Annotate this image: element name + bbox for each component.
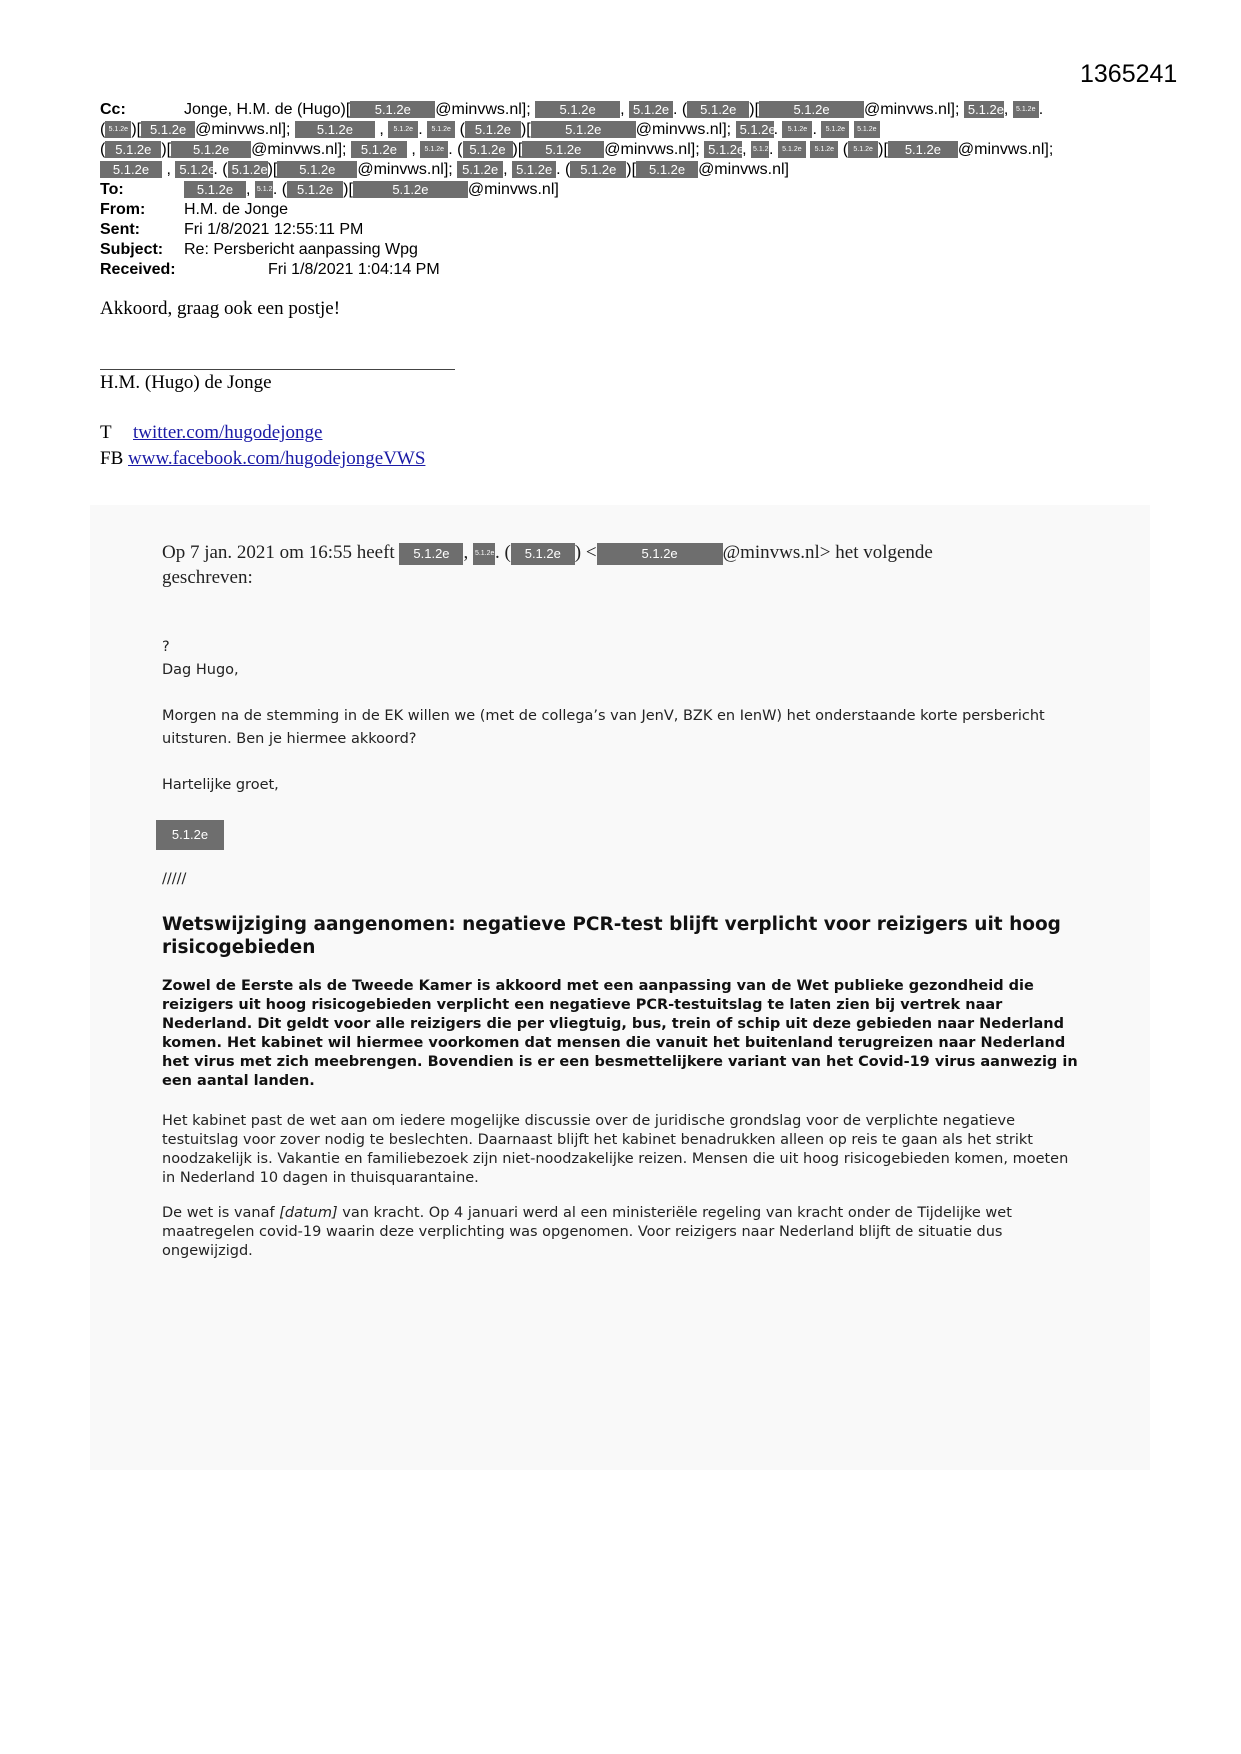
twitter-prefix: T [100,422,112,443]
redaction-box: 5.1.2e [295,121,375,138]
quote-intro-start: Op 7 jan. 2021 om 16:55 heeft [162,542,395,563]
redaction-box: 5.1.2e [399,543,463,565]
cc-row-1: Cc: Jonge, H.M. de (Hugo)[ 5.1.2e @minvws.nl]; 5.1.2e , 5.1.2e . ( 5.1.2e )[ 5.1.2e @minvws.nl]; 5.1.2e, 5.1.2e . [100,101,1044,118]
email-domain: @minvws.nl [467,181,555,198]
redaction-box: 5.1.2e [171,141,251,158]
redaction-box: 5.1.2e [511,543,575,565]
twitter-link[interactable]: twitter.com/hugodejonge [133,422,323,443]
cc-name: Jonge, H.M. de (Hugo)[ [184,101,351,118]
press-release-paragraph-1: Het kabinet past de wet aan om iedere mogelijke discussie over de juridische grondslag voor de verplichte negatieve testuitslag voor zover nodig te beslechten. Daarnaast blijft het kabinet benadrukken alleen op reis te gaan als het strikt noodzakelijk is. Vakantie en familiebezoek zijn niet-noodzakelijke reizen. Mensen die uit hoog risicogebieden komen, moeten in Nederland 10 dagen in thuisquarantaine. [162,1113,1069,1186]
redaction-box: 5.1.2e [350,101,435,118]
sender-redaction [156,820,224,850]
redaction-box: 5.1.2e [821,121,849,138]
cc-row-4: 5.1.2e , 5.1.2e. ( 5.1.2e)[ 5.1.2e @minvws.nl]; 5.1.2e , 5.1.2e . ( 5.1.2e )[ 5.1.2e @minvws.nl] [100,160,1160,180]
redaction-box: 5.1.2e [522,141,604,158]
redaction-box: 5.1.2e [287,181,343,198]
redaction-box: 5.1.2e [105,121,131,138]
cc-row-2: ( 5.1.2e )[ 5.1.2e @minvws.nl]; 5.1.2e , 5.1.2e . 5.1.2e ( 5.1.2e )[ 5.1.2e @minvws.nl]; 5.1.2e. 5.1.2e . 5.1.2e 5.1.2e [100,120,1160,140]
email-domain: @minvws.nl [864,101,951,118]
redaction-box: 5.1.2e [782,121,812,138]
email-domain: @minvws.nl [357,161,444,178]
sent-label: Sent: [100,221,140,238]
redaction-box: 5.1.2e [1013,101,1039,118]
redaction-box: 5.1.2e [597,543,723,565]
redaction-box: 5.1.2 [751,141,769,158]
redaction-box: 5.1.2e [465,121,521,138]
redaction-box: 5.1.2e [457,161,503,178]
redaction-box: 5.1.2e [463,141,513,158]
email-domain: @minvws.nl [195,121,282,138]
press-release-lead: Zowel de Eerste als de Tweede Kamer is akkoord met een aanpassing van de Wet publieke gezondheid die reizigers uit hoog risicogebieden verplicht een negatieve PCR-testuitslag te laten zien bij vertrek naar Nederland. Dit geldt voor alle reizigers die per vliegtuig, bus, trein of schip uit deze gebieden naar Nederland komen. Het kabinet wil hiermee voorkomen dat mensen die vanuit het buitenland terugreizen naar Nederland het virus met zich meebrengen. Bovendien is er een besmettelijkere variant van het Covid-19 virus aanwezig in een aantal landen. [162,978,1078,1089]
to-label: To: [100,181,124,198]
closing: Hartelijke groet, [162,777,279,793]
received-value: Fri 1/8/2021 1:04:14 PM [268,261,440,278]
document-number: 1365241 [1080,60,1178,88]
redaction-box: 5.1.2e [351,141,407,158]
separator: ///// [162,871,187,887]
redaction-box: 5.1.2e [759,101,864,118]
paragraph-2-end: van kracht. Op 4 januari werd al een ministeriële regeling van kracht onder de Tijdelijke wet maatregelen covid-19 waarin deze verplichting was opgenomen. Voor reizigers naar Nederland blijft de situatie dus ongewijzigd. [162,1205,1012,1259]
redaction-box: 5.1.2e [184,181,246,198]
press-release-paragraph-2 [162,1204,1082,1261]
redaction-box: 5.1.2e [512,161,556,178]
redaction-box: 5.1.2e [810,141,838,158]
redaction-box: 5.1.2e [854,121,880,138]
redaction-box: 5.1.2e [100,161,162,178]
redaction-box: 5.1.2e [531,121,636,138]
subject-value: Re: Persbericht aanpassing Wpg [184,241,418,258]
redaction-box: 5.1.2e [353,181,468,198]
redaction-box: 5.1.2 [255,181,273,198]
redaction-box: 5.1.2e [535,101,620,118]
redaction-box: 5.1.2e [629,101,673,118]
redaction-box: 5.1.2e [888,141,958,158]
from-label: From: [100,201,146,218]
redaction-box: 5.1.2e [778,141,806,158]
cc-label: Cc: [100,101,126,118]
cc-row-3: ( 5.1.2e )[ 5.1.2e @minvws.nl]; 5.1.2e , 5.1.2e . ( 5.1.2e )[ 5.1.2e @minvws.nl]; 5.1.2e, 5.1.2. 5.1.2e 5.1.2e ( 5.1.2e )[ 5.1.2e @minvws.nl]; [100,141,1054,158]
redaction-box: 5.1.2e [228,161,268,178]
redaction-box: 5.1.2e [687,101,749,118]
redaction-box: 5.1.2e [427,121,455,138]
paragraph-2-start: De wet is vanaf [162,1205,275,1221]
redaction-box: 5.1.2e [277,161,357,178]
contact-block [100,420,425,472]
greeting: Dag Hugo, [162,662,239,678]
sent-row [100,220,1160,240]
question-mark: ? [162,639,170,655]
email-domain: @minvws.nl [604,141,691,158]
reply-text: Akkoord, graag ook een postje! [100,298,341,319]
redaction-box: 5.1.2e [420,141,448,158]
redaction-box: 5.1.2e [105,141,161,158]
email-domain: @minvws.nl [251,141,338,158]
redaction-box: 5.1.2e [141,121,195,138]
press-release-title: Wetswijziging aangenomen: negatieve PCR-test blijft verplicht voor reizigers uit hoog risicogebieden [162,914,1061,958]
redaction-box: 5.1.2e [156,820,224,850]
from-value: H.M. de Jonge [184,201,289,218]
subject-label: Subject: [100,241,164,258]
to-row: To: 5.1.2e , 5.1.2. ( 5.1.2e )[ 5.1.2e @minvws.nl] [100,181,559,198]
redaction-box: 5.1.2e [473,543,495,565]
redaction-box: 5.1.2e [736,121,774,138]
quote-intro-line2: geschreven: [162,567,253,588]
request-text: Morgen na de stemming in de EK willen we (met de collega’s van JenV, BZK en IenW) het onderstaande korte persbericht uitsturen. Ben je hiermee akkoord? [162,708,1045,747]
redaction-box: 5.1.2e [964,101,1004,118]
redaction-box: 5.1.2e [388,121,418,138]
redaction-box: 5.1.2e [570,161,626,178]
facebook-link[interactable]: www.facebook.com/hugodejongeVWS [128,448,426,469]
sent-value: Fri 1/8/2021 12:55:11 PM [184,221,364,238]
received-label: Received: [100,261,176,278]
signature-divider [100,369,455,370]
redaction-box: 5.1.2e [636,161,698,178]
redaction-box: 5.1.2e [175,161,213,178]
email-domain: @minvws.nl [957,141,1045,158]
redaction-box: 5.1.2e [848,141,878,158]
email-header [100,100,1160,280]
date-placeholder: [datum] [279,1205,338,1221]
email-domain: @minvws.nl [435,101,522,118]
received-row [100,260,1160,280]
quote-intro: Op 7 jan. 2021 om 16:55 heeft 5.1.2e , 5.1.2e. ( 5.1.2e ) < 5.1.2e @minvws.nl> het volgende geschreven: [162,540,1062,590]
quote-intro-end: @minvws.nl> het volgende [722,542,933,563]
facebook-prefix: FB [100,448,124,469]
email-domain: @minvws.nl [635,121,723,138]
from-row [100,200,1160,220]
email-domain: @minvws.nl [698,161,785,178]
signature-name: H.M. (Hugo) de Jonge [100,372,272,393]
subject-row [100,240,1160,260]
redaction-box: 5.1.2e [704,141,742,158]
